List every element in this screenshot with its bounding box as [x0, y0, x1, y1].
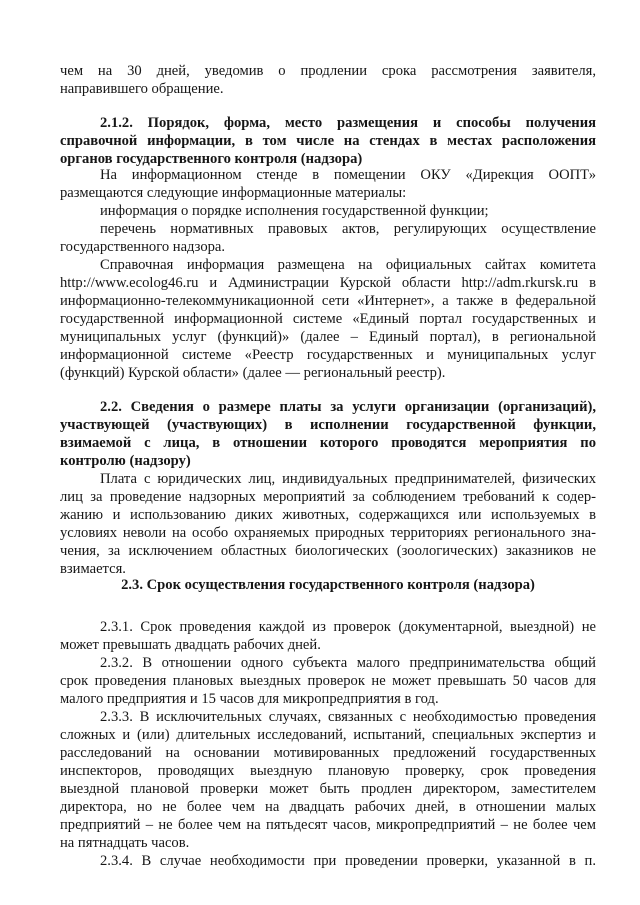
text-line: взимается. — [60, 561, 126, 577]
text-line: государственной информационной системе «Единый портал государственных и — [60, 311, 596, 327]
text-line: перечень нормативных правовых актов, регулирующих осуществление — [100, 221, 596, 237]
text-line: директора, но не более чем на двадцать рабочих дней, в отношении малых — [60, 799, 596, 815]
text-line: лиц за проведение надзорных мероприятий за соблюдением требований к содер- — [60, 489, 596, 505]
text-line: размещаются следующие информационные материалы: — [60, 185, 407, 201]
section-heading-2-2: участвующей (участвующих) в исполнении государственной функции, — [60, 417, 596, 433]
text-line: государственного надзора. — [60, 239, 226, 255]
text-line: информация о порядке исполнения государственной функции; — [100, 203, 489, 219]
section-heading-2-1-2: 2.1.2. Порядок, форма, место размещения и способы получения — [100, 115, 596, 131]
text-line: http://www.ecolog46.ru и Администрации Курской области http://adm.rkursk.ru в — [60, 275, 596, 291]
text-line: малого предприятия и 15 часов для микропредприятия в год. — [60, 691, 439, 707]
text-line: условиях неволи на особо охраняемых природных территориях регионального зна- — [60, 525, 596, 541]
text-line: жанию и использованию диких животных, содержащихся или используемых в — [60, 507, 596, 523]
section-heading-2-1-2: органов государственного контроля (надзора) — [60, 151, 363, 167]
text-line: чения, за исключением областных биологических (зоологических) заказников не — [60, 543, 596, 559]
text-line: 2.3.2. В отношении одного субъекта малого предпринимательства общий — [100, 655, 596, 671]
text-line: инспекторов, проводящих выездную плановую проверку, срок проведения — [60, 763, 596, 779]
section-heading-2-2: контролю (надзору) — [60, 453, 191, 469]
text-line: муниципальных услуг (функций)» (далее – Единый портал), в региональной — [60, 329, 596, 345]
text-line: сложных и (или) длительных исследований, испытаний, специальных экспертиз и — [60, 727, 596, 743]
text-line: 2.3.4. В случае необходимости при проведении проверки, указанной в п. — [100, 853, 596, 869]
text-line: может превышать двадцать рабочих дней. — [60, 637, 321, 653]
text-line: направившего обращение. — [60, 81, 224, 97]
text-line: 2.3.1. Срок проведения каждой из проверок (документарной, выездной) не — [100, 619, 596, 635]
text-line: выездной плановой проверки может быть продлен директором, заместителем — [60, 781, 596, 797]
text-line: информационной системе «Реестр государственных и муниципальных услуг — [60, 347, 596, 363]
section-heading-2-1-2: справочной информации, в том числе на стендах в местах расположения — [60, 133, 596, 149]
section-heading-2-2: взимаемой с лица, в отношении которого проводятся мероприятия по — [60, 435, 596, 451]
section-heading-2-2: 2.2. Сведения о размере платы за услуги организации (организаций), — [100, 399, 596, 415]
text-line: на пятнадцать часов. — [60, 835, 190, 851]
text-line: расследований на основании мотивированных предложений государственных — [60, 745, 596, 761]
text-line: Плата с юридических лиц, индивидуальных предпринимателей, физических — [100, 471, 596, 487]
text-line: информационно-телекоммуникационной сети «Интернет», а также в федеральной — [60, 293, 596, 309]
section-heading-2-3: 2.3. Срок осуществления государственного контроля (надзора) — [121, 577, 535, 593]
text-line: Справочная информация размещена на официальных сайтах комитета — [100, 257, 596, 273]
text-line: чем на 30 дней, уведомив о продлении срока рассмотрения заявителя, — [60, 63, 596, 79]
text-line: предприятий – не более чем на пятьдесят часов, микропредприятий – не более чем — [60, 817, 596, 833]
text-line: 2.3.3. В исключительных случаях, связанных с необходимостью проведения — [100, 709, 596, 725]
text-line: (функций) Курской области» (далее — региональный реестр). — [60, 365, 446, 381]
text-line: На информационном стенде в помещении ОКУ «Дирекция ООПТ» — [100, 167, 596, 183]
text-line: срок проведения плановых выездных проверок не может превышать 50 часов для — [60, 673, 596, 689]
